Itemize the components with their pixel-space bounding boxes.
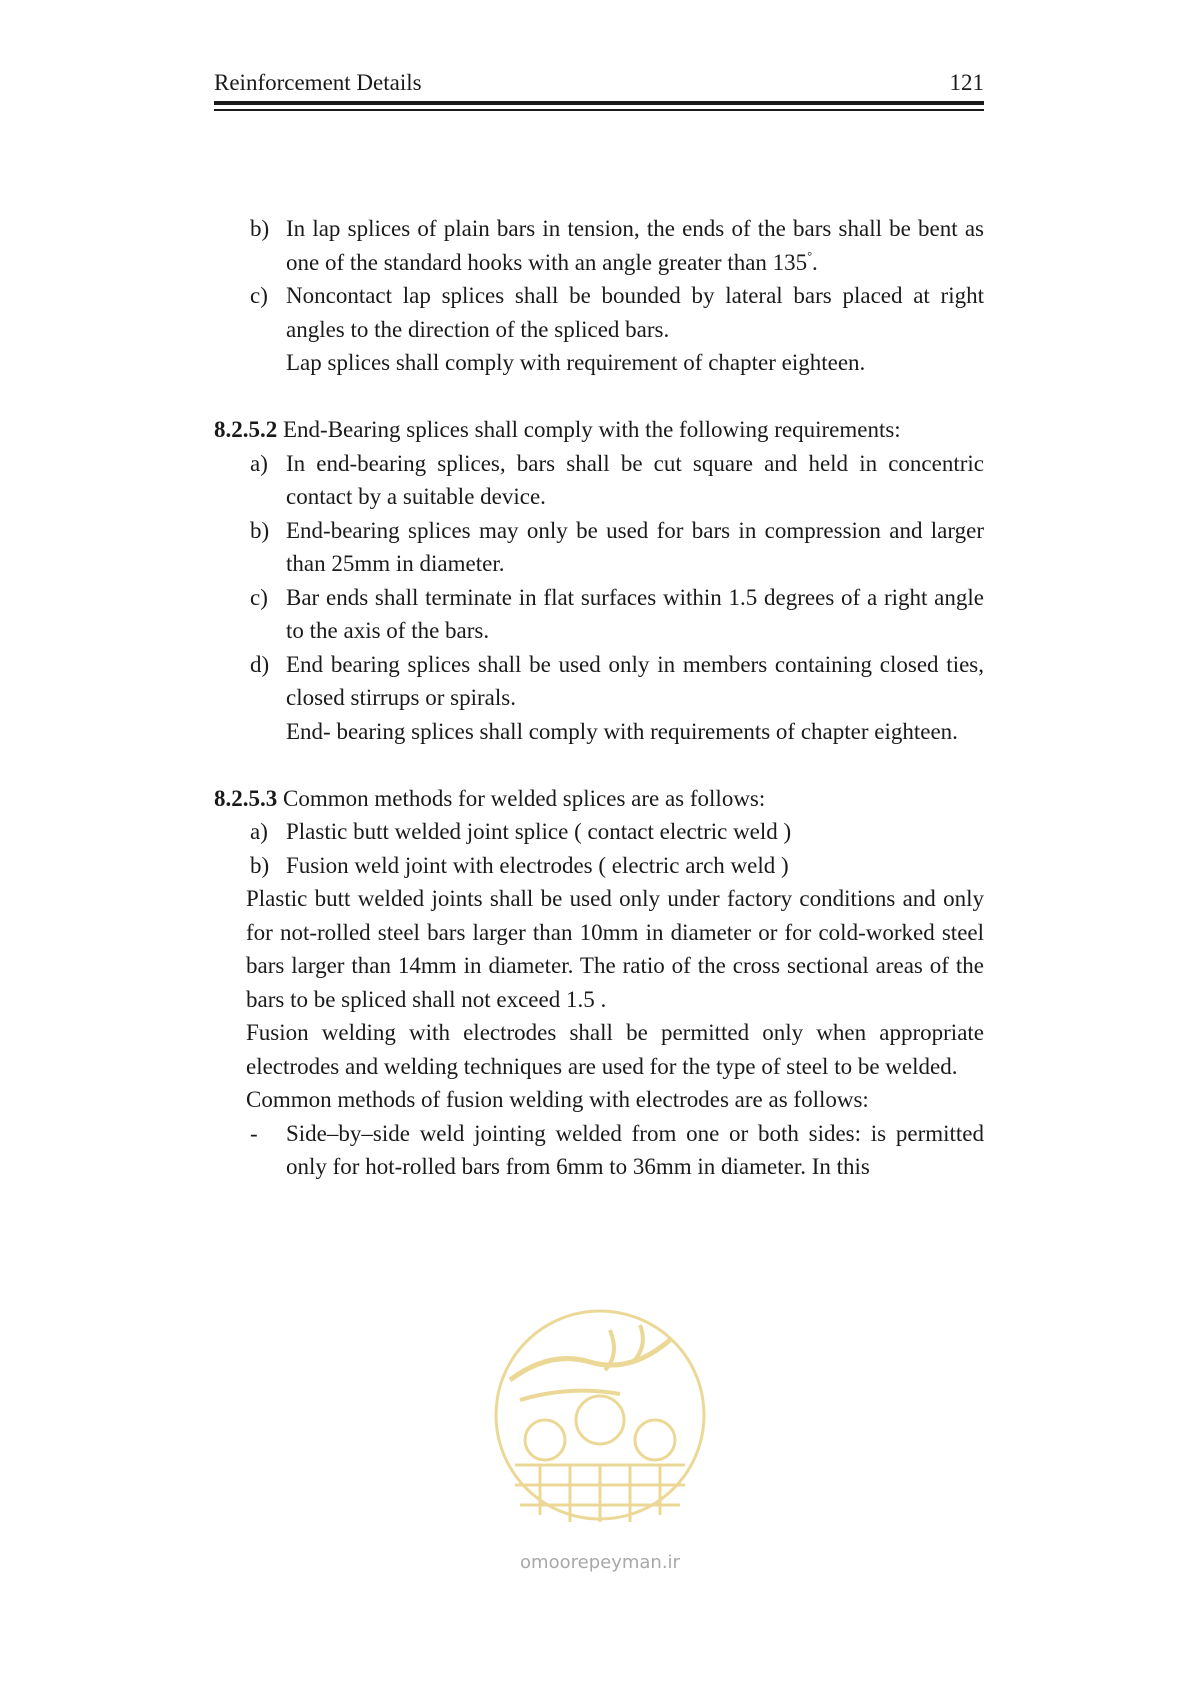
list-item bbox=[214, 581, 984, 648]
section-heading bbox=[214, 782, 984, 816]
note-text: Lap splices shall comply with requirement of chapter eighteen. bbox=[286, 350, 866, 375]
sentence-end: . bbox=[812, 249, 818, 275]
list-item-text: Bar ends shall terminate in flat surfaces within 1.5 degrees of a right angle to the axis of the bars. bbox=[286, 584, 984, 643]
section-number: 8.2.5.2 bbox=[214, 417, 278, 442]
list-item bbox=[214, 279, 984, 346]
section-heading bbox=[214, 413, 984, 447]
section-text: Common methods for welded splices are as follows: bbox=[283, 785, 766, 811]
list-marker: b) bbox=[250, 517, 270, 543]
list-item-text: Side–by–side weld jointing welded from one or both sides: is permitted only for hot-rolled bars from 6mm to 36mm in diameter. In this bbox=[286, 1120, 984, 1179]
list-item bbox=[214, 849, 984, 883]
header-title: Reinforcement Details bbox=[214, 70, 422, 95]
section-text: End-Bearing splices shall comply with the following requirements: bbox=[283, 417, 901, 442]
list-item bbox=[214, 1117, 984, 1184]
spacer bbox=[214, 380, 984, 414]
header-rule-thick bbox=[214, 101, 984, 105]
list-marker: a) bbox=[250, 819, 268, 844]
page-number: 121 bbox=[949, 70, 984, 95]
running-header bbox=[214, 70, 984, 114]
list-marker: b) bbox=[250, 216, 270, 241]
list-item bbox=[214, 648, 984, 715]
watermark bbox=[480, 1290, 720, 1620]
section-number: 8.2.5.3 bbox=[214, 785, 278, 811]
list-marker: a) bbox=[250, 450, 268, 476]
list-item bbox=[214, 212, 984, 279]
list-item bbox=[214, 815, 984, 849]
header-rule-thin bbox=[214, 109, 984, 111]
list-marker: c) bbox=[250, 584, 268, 610]
paragraph: Common methods of fusion welding with electrodes are as follows: bbox=[246, 1087, 869, 1112]
paragraph: Fusion welding with electrodes shall be permitted only when appropriate electrodes and welding techniques are used for the type of steel to be welded. bbox=[246, 1020, 984, 1079]
degree-symbol: ° bbox=[807, 248, 812, 263]
page-body bbox=[214, 212, 984, 1184]
list-item-text: End bearing splices shall be used only in members containing closed ties, closed stirrups or spirals. bbox=[286, 651, 984, 710]
note-text: End- bearing splices shall comply with requirements of chapter eighteen. bbox=[286, 718, 958, 744]
list-item-text: In end-bearing splices, bars shall be cut square and held in concentric contact by a suitable device. bbox=[286, 450, 984, 509]
list-marker: d) bbox=[250, 651, 270, 677]
watermark-logo-icon bbox=[480, 1290, 720, 1540]
list-marker: b) bbox=[250, 852, 270, 878]
list-marker: - bbox=[250, 1120, 258, 1146]
watermark-url: omoorepeyman.ir bbox=[520, 1552, 680, 1573]
list-item-text: Fusion weld joint with electrodes ( electric arch weld ) bbox=[286, 852, 789, 878]
list-item-text: Plastic butt welded joint splice ( contact electric weld ) bbox=[286, 819, 792, 844]
list-item bbox=[214, 514, 984, 581]
list-item-text: End-bearing splices may only be used for bars in compression and larger than 25mm in diameter. bbox=[286, 517, 984, 576]
list-item-text: Noncontact lap splices shall be bounded by lateral bars placed at right angles to the direction of the spliced bars. bbox=[286, 283, 984, 342]
spacer bbox=[214, 748, 984, 782]
list-item bbox=[214, 447, 984, 514]
list-marker: c) bbox=[250, 283, 268, 308]
list-item-text: In lap splices of plain bars in tension, the ends of the bars shall be bent as one of the standard hooks with an angle greater than 135 bbox=[286, 216, 984, 275]
paragraph: Plastic butt welded joints shall be used only under factory conditions and only for not-rolled steel bars larger than 10mm in diameter or for cold-worked steel bars larger than 14mm in diameter. The ratio of the cross sectional areas of the bars to be spliced shall not exceed 1.5 . bbox=[246, 886, 984, 1012]
